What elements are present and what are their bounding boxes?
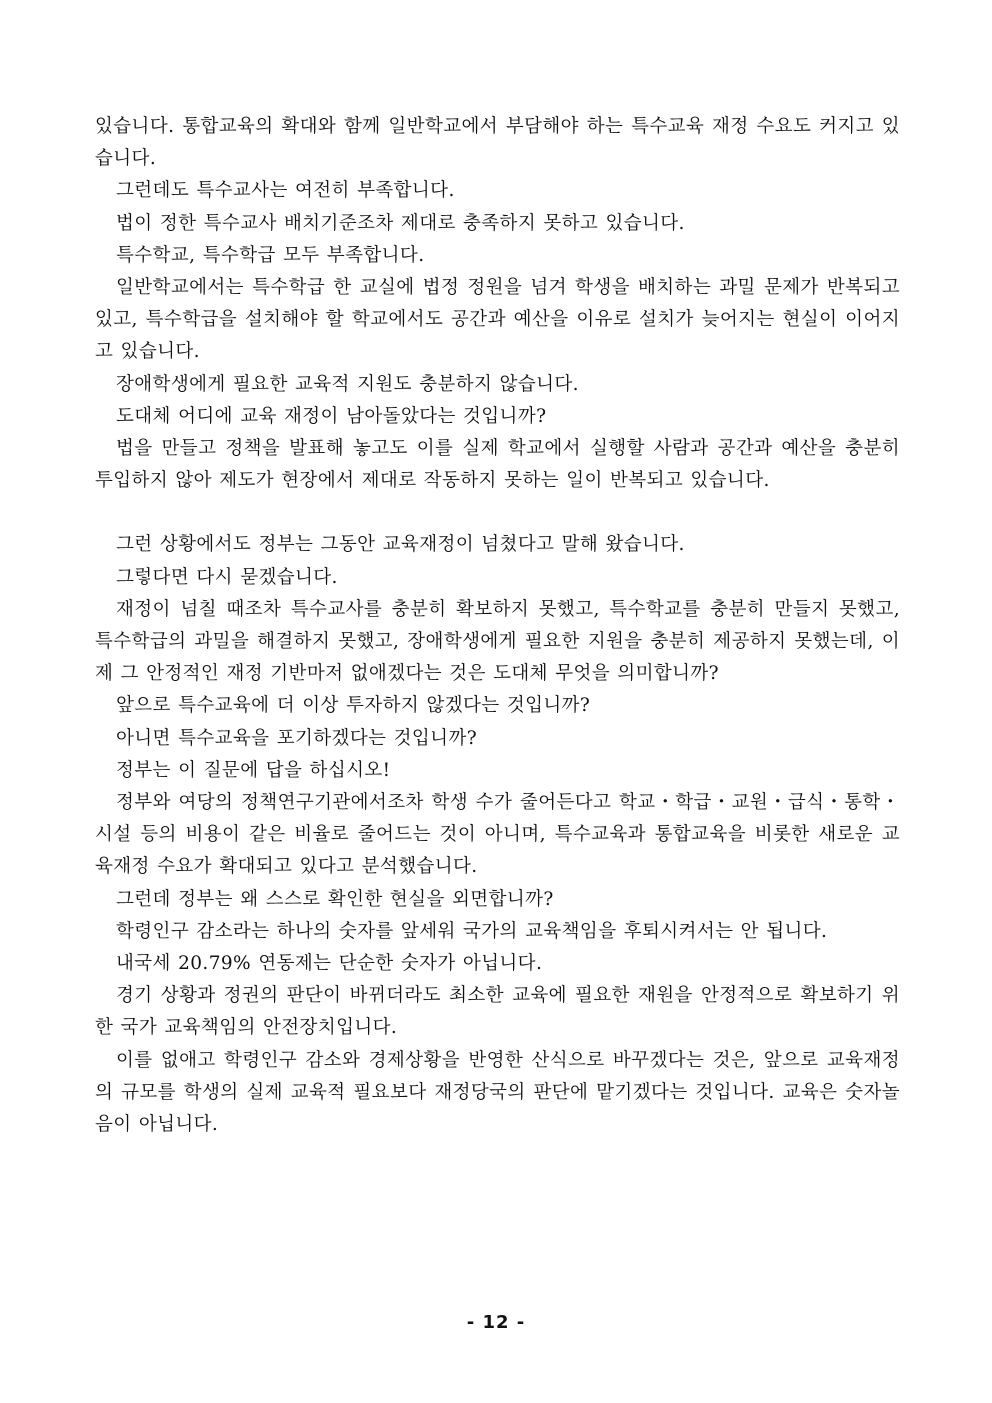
paragraph: 이를 없애고 학령인구 감소와 경제상황을 반영한 산식으로 바꾸겠다는 것은, 앞으로 교육재정의 규모를 학생의 실제 교육적 필요보다 재정당국의 판단에 맡기겠다는 것입니다. 교육은 숫자놀음이 아닙니다. <box>95 1049 900 1136</box>
paragraph: 그런데도 특수교사는 여전히 부족합니다. <box>116 180 455 202</box>
paragraph: 정부와 여당의 정책연구기관에서조차 학생 수가 줄어든다고 학교・학급・교원・급식・통학・시설 등의 비용이 같은 비율로 줄어드는 것이 아니며, 특수교육과 통합교육을 비롯한 새로운 교육재정 수요가 확대되고 있다고 분석했습니다. <box>95 792 900 878</box>
paragraph: 법이 정한 특수교사 배치기준조차 제대로 충족하지 못하고 있습니다. <box>116 212 685 234</box>
paragraph: 장애학생에게 필요한 교육적 지원도 충분하지 않습니다. <box>116 373 579 395</box>
paragraph: 아니면 특수교육을 포기하겠다는 것입니까? <box>116 727 478 749</box>
paragraph: 학령인구 감소라는 하나의 숫자를 앞세워 국가의 교육책임을 후퇴시켜서는 안 됩니다. <box>116 920 828 942</box>
paragraph: 그런데 정부는 왜 스스로 확인한 현실을 외면합니까? <box>116 888 554 910</box>
document-body <box>95 111 900 1141</box>
page-number: - 12 - <box>466 1312 526 1333</box>
paragraph: 특수학교, 특수학급 모두 부족합니다. <box>116 244 425 266</box>
paragraph: 법을 만들고 정책을 발표해 놓고도 이를 실제 학교에서 실행할 사람과 공간과 예산을 충분히 투입하지 않아 제도가 현장에서 제대로 작동하지 못하는 일이 반복되고 있습니다. <box>95 438 900 492</box>
paragraph: 일반학교에서는 특수학급 한 교실에 법정 정원을 넘겨 학생을 배치하는 과밀 문제가 반복되고 있고, 특수학급을 설치해야 할 학교에서도 공간과 예산을 이유로 설치가 늦어지는 현실이 이어지고 있습니다. <box>95 277 900 363</box>
paragraph: 내국세 20.79% 연동제는 단순한 숫자가 아닙니다. <box>116 953 543 975</box>
paragraph: 앞으로 특수교육에 더 이상 투자하지 않겠다는 것입니까? <box>116 695 591 717</box>
paragraph: 도대체 어디에 교육 재정이 남아돌았다는 것입니까? <box>116 405 547 427</box>
section-gap <box>95 497 900 529</box>
paragraph: 재정이 넘칠 때조차 특수교사를 충분히 확보하지 못했고, 특수학교를 충분히 만들지 못했고, 특수학급의 과밀을 해결하지 못했고, 장애학생에게 필요한 지원을 충분히 제공하지 못했는데, 이제 그 안정적인 재정 기반마저 없애겠다는 것은 도대체 무엇을 의미합니까? <box>95 598 900 685</box>
paragraph: 경기 상황과 정권의 판단이 바뀌더라도 최소한 교육에 필요한 재원을 안정적으로 확보하기 위한 국가 교육책임의 안전장치입니다. <box>95 985 900 1039</box>
paragraph: 그렇다면 다시 묻겠습니다. <box>116 566 338 588</box>
paragraph: 정부는 이 질문에 답을 하십시오! <box>116 759 391 781</box>
paragraph-continuation: 있습니다. 통합교육의 확대와 함께 일반학교에서 부담해야 하는 특수교육 재정 수요도 커지고 있습니다. <box>95 116 900 170</box>
paragraph: 그런 상황에서도 정부는 그동안 교육재정이 넘쳤다고 말해 왔습니다. <box>116 534 685 556</box>
